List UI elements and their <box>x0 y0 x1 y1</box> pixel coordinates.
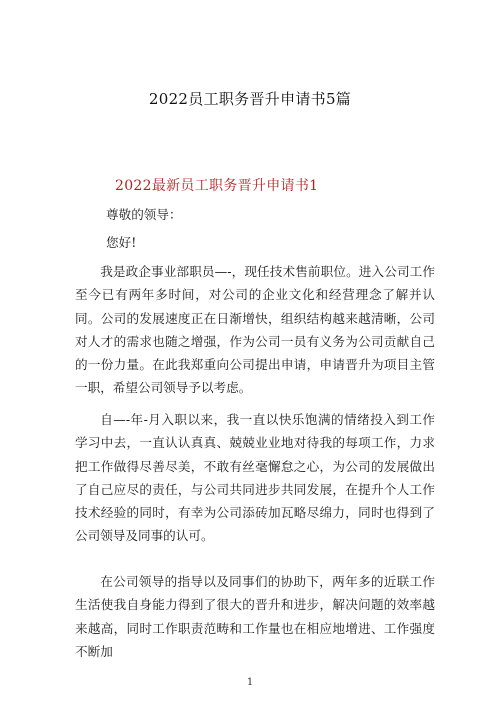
salutation: 尊敬的领导： <box>106 207 182 222</box>
page-number: 1 <box>246 677 254 688</box>
document-title: 2022员工职务晋升申请书5篇 <box>148 90 352 108</box>
greeting: 您好! <box>106 235 137 250</box>
body-paragraph-2: 自—-年-月入职以来，我一直以快乐饱满的情绪投入到工作学习中去，一直认认真真、兢兢业业地对待我的每项工作，力求把工作做得尽善尽美，不敢有丝毫懈怠之心，为公司的发展做出了自己应尽的责任，与公司共同进步共同发展，在提升个人工作技术经验的同时，有幸为公司添砖加瓦略尽绵力，同时也得到了公司领导及同事的认可。 <box>75 412 435 544</box>
body-paragraph-3: 在公司领导的指导以及同事们的协助下，两年多的近联工作生活使我自身能力得到了很大的晋升和进步，解决问题的效率越来越高，同时工作职责范畴和工作量也在相应地增进、工作强度不断加 <box>75 574 435 659</box>
section-heading: 2022最新员工职务晋升申请书1 <box>115 178 319 194</box>
body-paragraph-1: 我是政企事业部职员—-，现任技术售前职位。进入公司工作至今已有两年多时间，对公司的企业文化和经营理念了解并认同。公司的发展速度正在日渐增快，组织结构越来越清晰，公司对人才的需求也随之增强，作为公司一员有义务为公司贡献自己的一份力量。在此我郑重向公司提出申请，申请晋升为项目主管一职，希望公司领导予以考虑。 <box>75 264 435 396</box>
